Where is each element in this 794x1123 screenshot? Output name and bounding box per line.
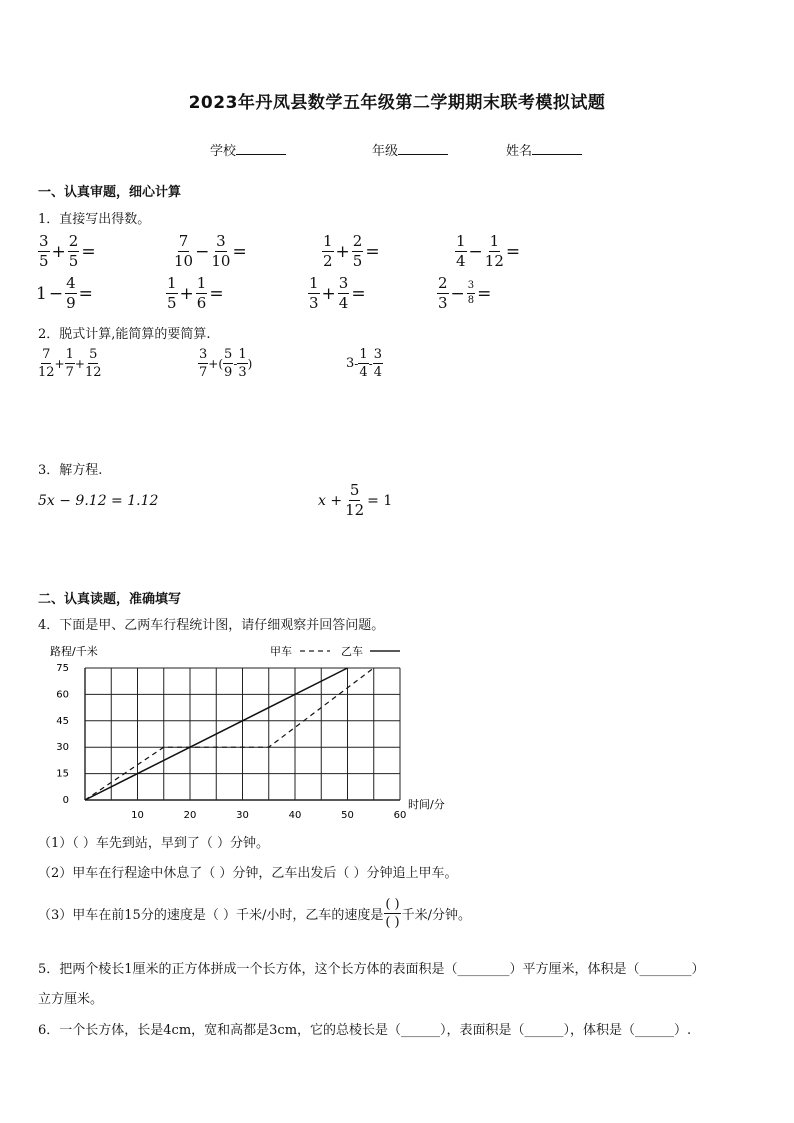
q1-item-1: $\frac{3}{5}$ + $\frac{2}{5}$ = <box>39 232 96 270</box>
fraction: $\frac{5}{9}$ <box>224 347 233 380</box>
q1-item-4: $\frac{1}{4}$ − $\frac{1}{12}$ = <box>456 232 521 270</box>
x-axis-label: 时间/分 <box>408 798 445 811</box>
q3-equation-2: x + $\frac{5}{12}$ = 1 <box>318 481 393 519</box>
y-tick-label: 30 <box>56 742 69 754</box>
fraction: $\frac{4}{9}$ <box>66 274 76 312</box>
fraction: $\frac{1}{12}$ <box>484 232 504 270</box>
fraction: $\frac{3}{7}$ <box>199 347 208 380</box>
x-tick-label: 20 <box>183 810 197 821</box>
fraction: $\frac{1}{6}$ <box>196 274 207 312</box>
x-tick-label: 10 <box>131 810 144 821</box>
grade-blank[interactable] <box>398 142 448 155</box>
q1-item-8: $\frac{2}{3}$ − $\frac{3}{8}$ = <box>438 274 492 312</box>
series-line-jia <box>85 668 374 800</box>
x-tick-label: 60 <box>393 810 407 821</box>
name-label: 姓名 <box>506 144 533 159</box>
fraction: $\frac{3}{4}$ <box>373 347 382 380</box>
q3-equation-1: 5x − 9.12 = 1.12 <box>38 493 159 509</box>
y-tick-label: 75 <box>56 663 69 674</box>
q2-expr-1: $\frac{7}{12}$ + $\frac{1}{7}$ + $\frac{5}{12}$ <box>38 347 102 380</box>
y-tick-label: 0 <box>62 795 69 806</box>
x-tick-label: 50 <box>341 810 354 821</box>
q1-item-2: $\frac{7}{10}$ − $\frac{3}{10}$ = <box>174 232 247 270</box>
q1-item-3: $\frac{1}{2}$ + $\frac{2}{5}$ = <box>323 232 380 270</box>
y-tick-label: 45 <box>56 715 69 727</box>
fraction: $\frac{3}{5}$ <box>39 232 49 270</box>
fraction: $\frac{3}{4}$ <box>338 274 349 312</box>
grade-field[interactable] <box>372 140 448 159</box>
q1-item-5: 1 − $\frac{4}{9}$ = <box>36 274 93 312</box>
q4-sub2: （2）甲车在行程途中休息了（ ）分钟，乙车出发后（ ）分钟追上甲车。 <box>38 866 458 881</box>
page-title: 2023年丹凤县数学五年级第二学期期末联考模拟试题 <box>188 93 606 113</box>
fraction: $\frac{1}{7}$ <box>65 347 74 380</box>
q4-sub3 <box>38 898 471 929</box>
y-axis-label: 路程/千米 <box>50 645 98 658</box>
x-tick-label: 40 <box>288 810 302 821</box>
legend-label-yi: 乙车 <box>341 645 363 658</box>
school-field[interactable] <box>210 140 286 159</box>
section1-heading: 一、认真审题，细心计算 <box>38 185 182 200</box>
fraction: $\frac{5}{12}$ <box>345 481 365 519</box>
fraction: $\frac{3}{10}$ <box>211 232 231 270</box>
section2-heading: 二、认真读题，准确填写 <box>38 592 182 607</box>
fraction: $\frac{1}{5}$ <box>167 274 177 312</box>
q1-item-7: $\frac{1}{3}$ + $\frac{3}{4}$ = <box>309 274 366 312</box>
fraction: $\frac{1}{2}$ <box>323 232 333 270</box>
fraction: $\frac{1}{4}$ <box>359 347 368 380</box>
fraction: $\frac{2}{5}$ <box>352 232 363 270</box>
q4-label: 4．下面是甲、乙两车行程统计图，请仔细观察并回答问题。 <box>38 618 385 633</box>
q3-label: 3．解方程. <box>38 463 103 478</box>
q4-sub3-text: （3）甲车在前15分的速度是（ ）千米/小时，乙车的速度是 <box>38 908 384 923</box>
name-blank[interactable] <box>532 142 582 155</box>
y-tick-label: 60 <box>56 689 69 701</box>
q2-expr-2: $\frac{3}{7}$ +( $\frac{5}{9}$ - $\frac{1}{3}$ ) <box>199 347 253 380</box>
fraction: $\frac{5}{12}$ <box>84 347 102 380</box>
x-tick-label: 30 <box>236 810 249 821</box>
q2-label: 2．脱式计算,能简算的要简算. <box>38 327 211 342</box>
fraction: $\frac{3}{8}$ <box>467 280 475 306</box>
name-field[interactable] <box>506 140 582 159</box>
fraction: $\frac{2}{5}$ <box>68 232 79 270</box>
q1-item-6: $\frac{1}{5}$ + $\frac{1}{6}$ = <box>167 274 224 312</box>
y-tick-label: 15 <box>56 768 69 780</box>
fraction: $\frac{1}{3}$ <box>309 274 319 312</box>
q5-line1: 5．把两个棱长1厘米的正方体拼成一个长方体，这个长方体的表面积是（________）平方厘米，体积是（________） <box>38 962 705 977</box>
q4-sub1: （1）（ ）车先到站，早到了（ ）分钟。 <box>38 836 270 851</box>
fraction: $\frac{7}{12}$ <box>38 347 55 380</box>
fraction: $\frac{7}{10}$ <box>174 232 194 270</box>
q6-line: 6．一个长方体，长是4cm，宽和高都是3cm，它的总棱长是（______），表面积是（______），体积是（______）. <box>38 1023 692 1038</box>
q2-expr-3: 3 - $\frac{1}{4}$ - $\frac{3}{4}$ <box>346 347 382 380</box>
q5-line2: 立方厘米。 <box>38 992 104 1007</box>
fraction: $\frac{2}{3}$ <box>438 274 448 312</box>
q4-sub3-unit: 千米/分钟。 <box>401 908 471 923</box>
grade-label: 年级 <box>372 144 399 159</box>
travel-chart <box>30 640 460 830</box>
school-blank[interactable] <box>236 142 286 155</box>
fraction-blank[interactable]: $\frac{( )}{( )}$ <box>385 897 400 930</box>
legend-label-jia: 甲车 <box>270 645 292 658</box>
school-label: 学校 <box>210 144 237 159</box>
fraction: $\frac{1}{3}$ <box>238 347 247 380</box>
fraction: $\frac{1}{4}$ <box>456 232 466 270</box>
q1-label: 1．直接写出得数。 <box>38 212 151 227</box>
